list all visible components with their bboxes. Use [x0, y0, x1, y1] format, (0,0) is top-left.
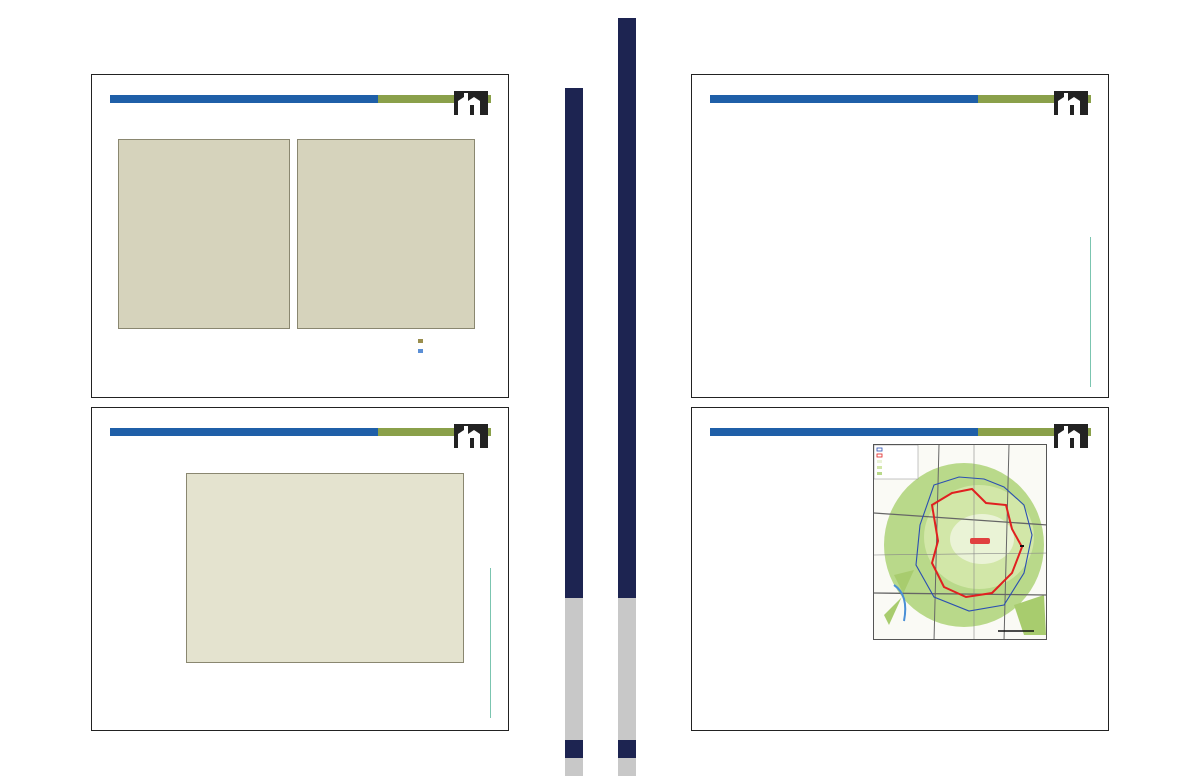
net-absorption-chart	[728, 175, 906, 285]
occupancy-chart	[908, 175, 1086, 285]
trade-area-label	[1020, 545, 1024, 547]
commercial-chart-panel	[118, 139, 290, 329]
catalyst-logo	[1050, 363, 1084, 367]
residential-chart-panel	[297, 139, 475, 329]
right-page-number	[618, 740, 636, 758]
trend-chart-panel	[186, 473, 464, 663]
map-graphic	[874, 445, 1047, 640]
discover-division-logo	[450, 89, 492, 133]
slide-topbar	[710, 428, 1091, 436]
slide-topbar	[710, 95, 1091, 103]
catalyst-logo	[1050, 696, 1084, 700]
slide-retail-trade-area	[691, 407, 1109, 731]
slide-topbar	[110, 95, 491, 103]
discover-division-logo	[1050, 89, 1092, 133]
trade-area-map	[873, 444, 1047, 640]
catalyst-logo	[450, 363, 484, 367]
left-page-number	[565, 740, 583, 758]
slide-investment-prospects	[91, 74, 509, 398]
slide-topbar	[110, 428, 491, 436]
accent-line	[490, 568, 491, 718]
residential-bar-chart	[298, 140, 476, 330]
left-spine	[565, 88, 583, 776]
discover-division-logo	[1050, 422, 1092, 466]
catalyst-logo	[450, 696, 484, 700]
slide-investment-trends	[91, 407, 509, 731]
investment-trend-line-chart	[187, 474, 465, 664]
discover-division-logo	[450, 422, 492, 466]
accent-line	[1090, 237, 1091, 387]
legend	[418, 339, 480, 353]
slide-dfw-market-trends	[691, 74, 1109, 398]
commercial-bar-chart	[119, 140, 291, 330]
right-spine	[618, 18, 636, 776]
